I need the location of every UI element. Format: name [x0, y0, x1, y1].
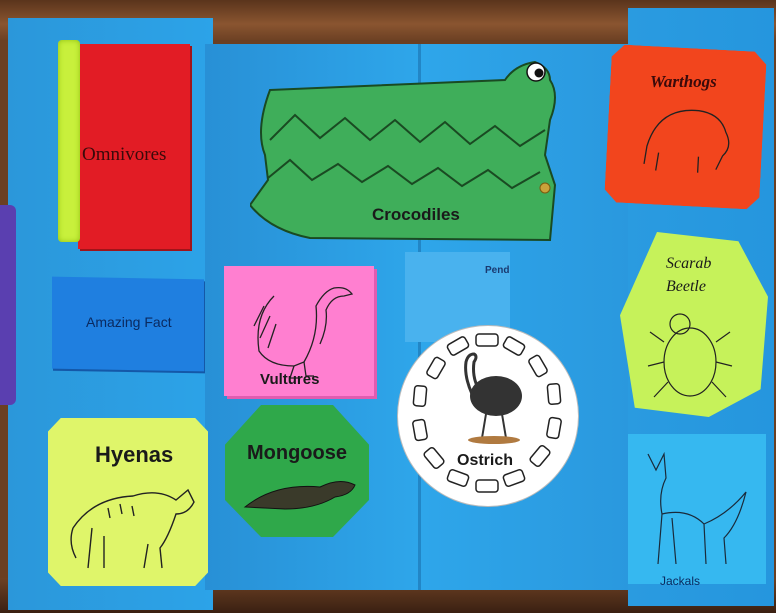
pipe-cleaner-spine [58, 40, 80, 242]
crocodiles-title: Crocodiles [372, 205, 460, 224]
warthogs-card[interactable] [604, 44, 767, 210]
ostrich-drawing [466, 354, 522, 444]
wheel-windows [398, 326, 578, 506]
hyenas-title: Hyenas [95, 442, 174, 467]
amazing-fact-title: Amazing Fact [86, 314, 172, 330]
mongoose-card[interactable] [225, 405, 369, 537]
ostrich-wheel[interactable] [398, 326, 578, 506]
jackals-title: Jackals [660, 574, 701, 588]
mongoose-title: Mongoose [247, 442, 347, 464]
mongoose-drawing [225, 405, 369, 537]
omnivores-title: Omnivores [82, 144, 167, 165]
vultures-title: Vultures [260, 371, 320, 388]
warthog-drawing [604, 44, 767, 210]
warthogs-title: Warthogs [650, 72, 717, 91]
jackals-card[interactable] [628, 434, 766, 584]
purple-folder-tab [0, 205, 16, 405]
jackal-drawing [628, 434, 766, 584]
scarab-title: Scarab [666, 255, 712, 272]
beetle-title: Beetle [666, 278, 706, 295]
manufacturer-text: Pend [485, 265, 510, 276]
brad-fastener-icon [540, 183, 550, 193]
ostrich-title: Ostrich [457, 452, 514, 469]
